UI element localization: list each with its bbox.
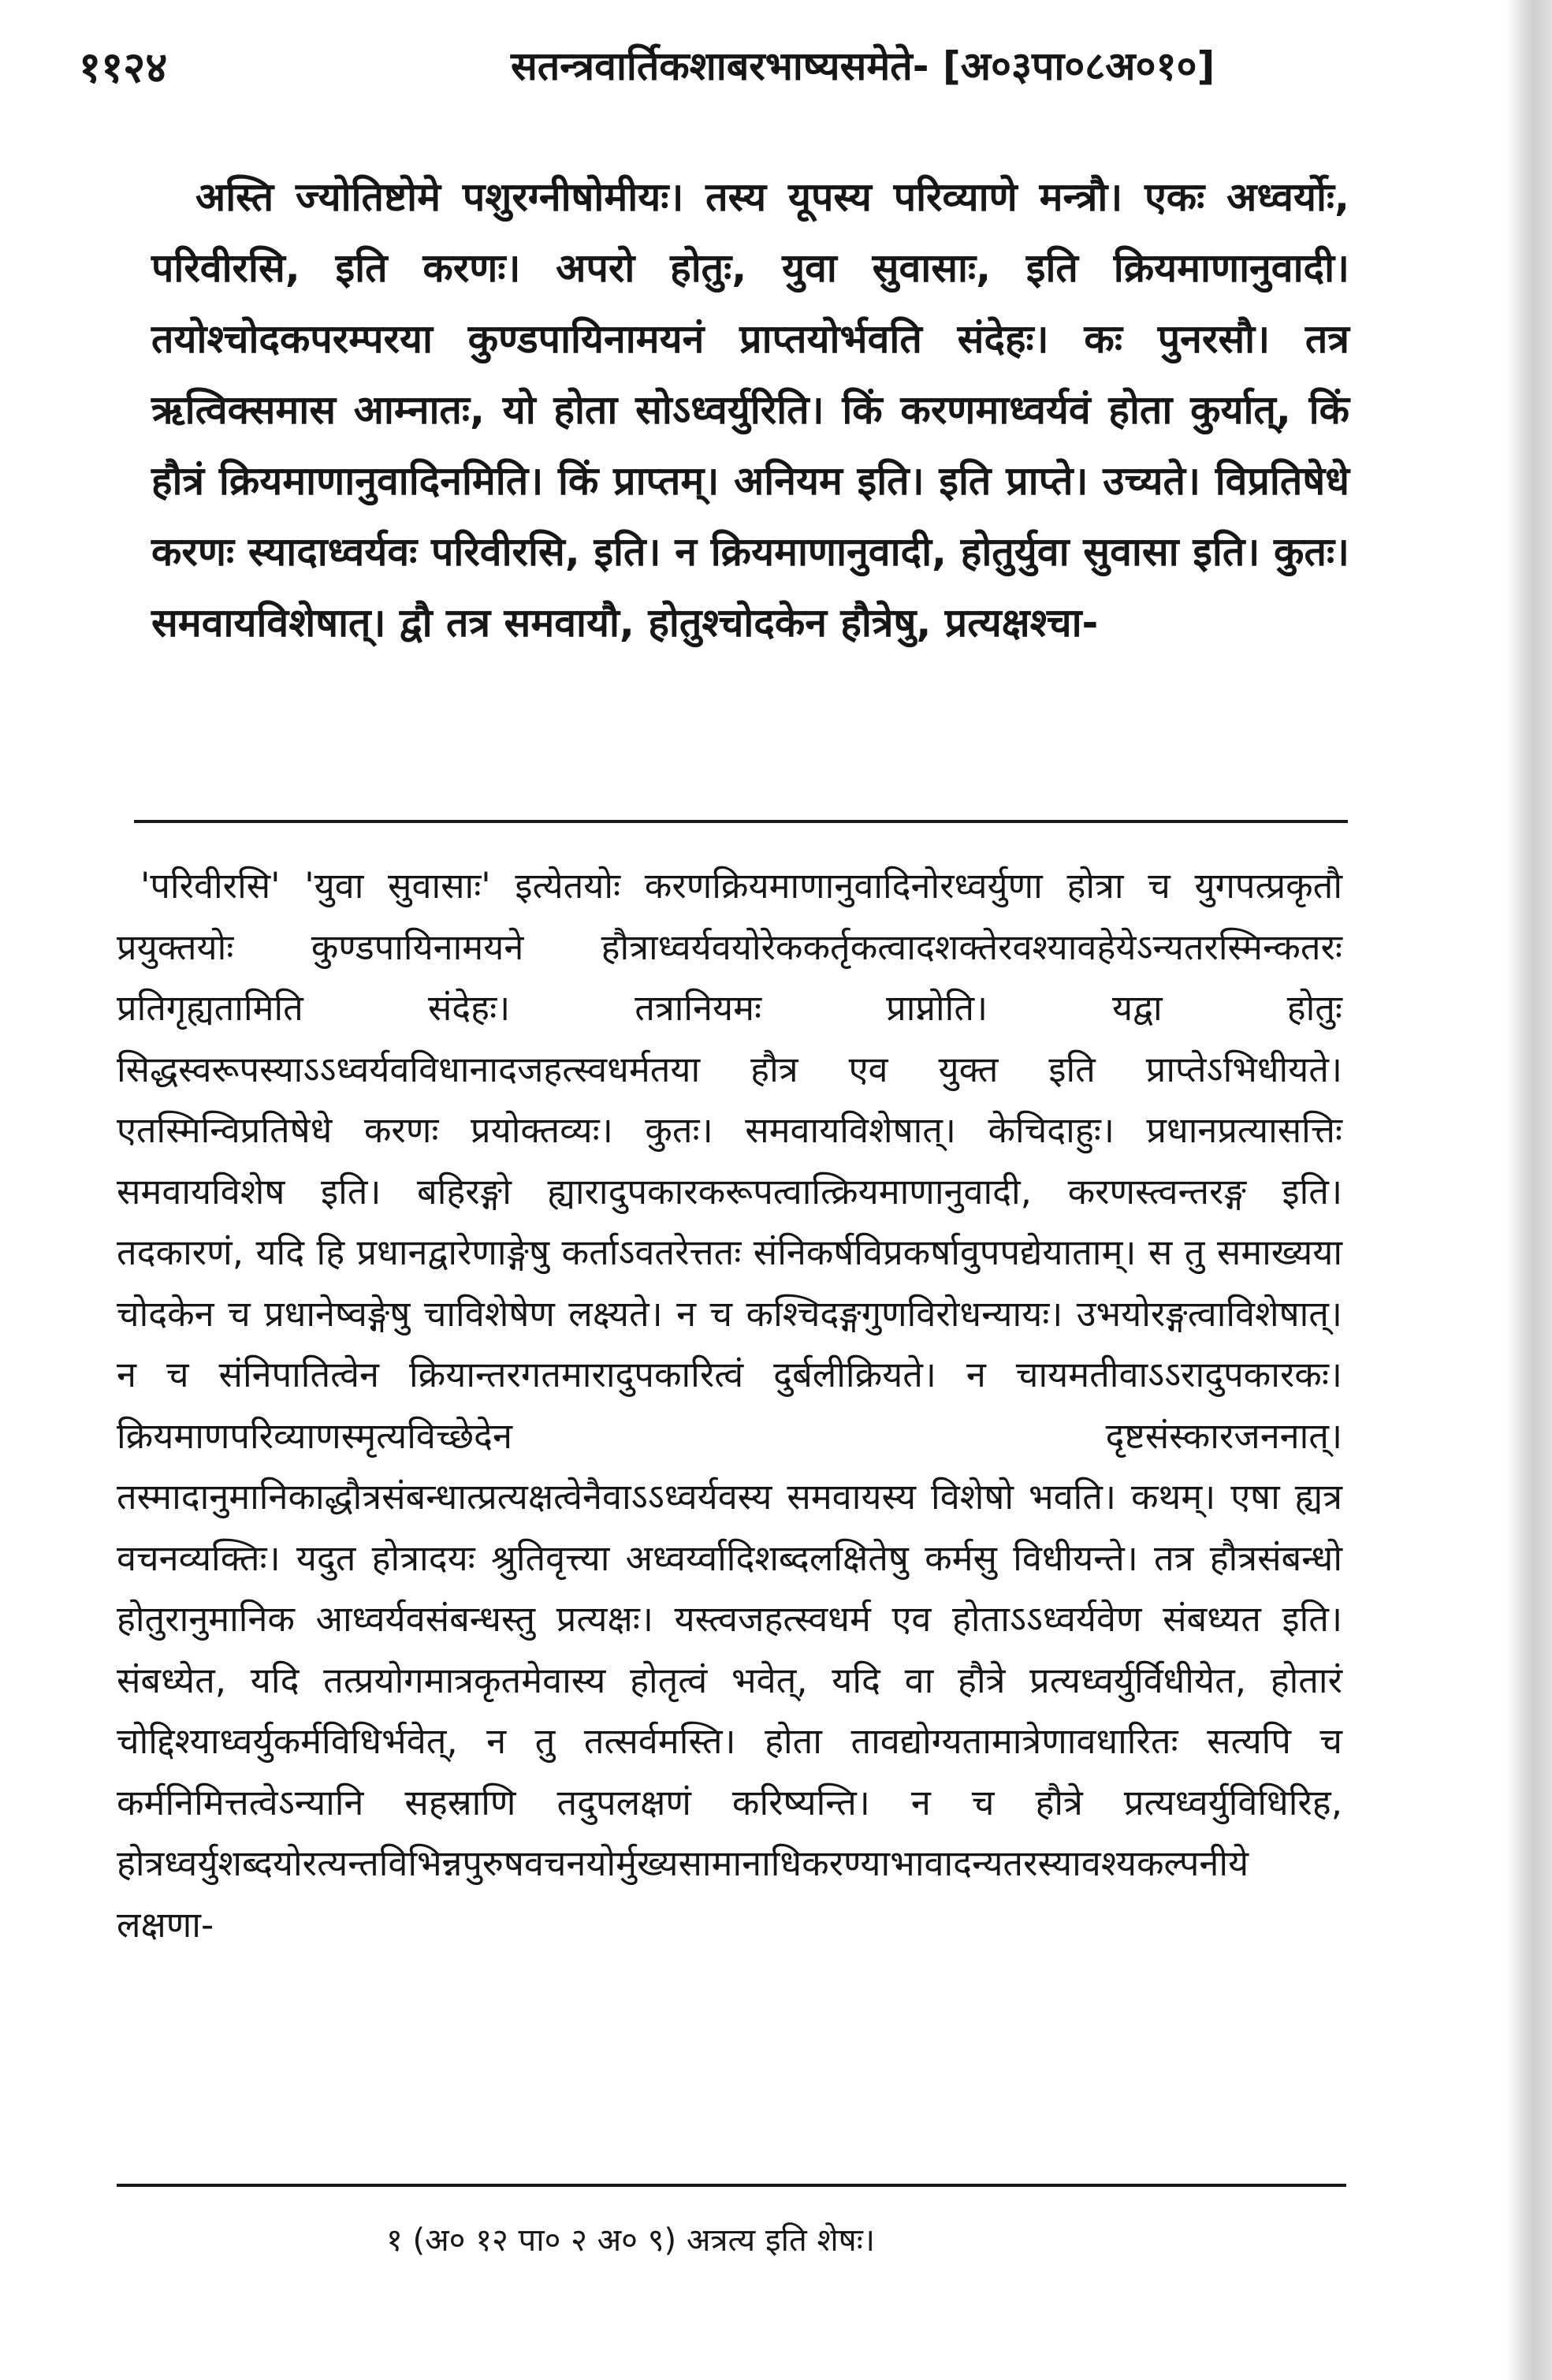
- separator-rule: [134, 820, 1348, 823]
- running-title: सतन्त्रवार्तिकशाबरभाष्यसमेते- [अ०३पा०८अ०१०]: [511, 43, 1215, 89]
- footnote: १ (अ० १२ पा० २ अ० ९) अत्रत्य इति शेषः।: [386, 2222, 876, 2259]
- commentary-paragraph: 'परिवीरसि' 'युवा सुवासाः' इत्येतयोः करणक्रियमाणानुवादिनोरध्वर्युणा होत्रा च युगपत्प्रकृतौ प्रयुक्तयोः कुण्डपायिनामयने हौत्राध्वर्यवयोरेककर्तृकत्वादशक्तेरवश्यावहेयेऽन्यतरस्मिन्कतरः प्रतिगृह्यतामिति संदेहः। तत्रानियमः प्राप्नोति। यद्वा होतुः सिद्धस्वरूपस्याऽऽध्वर्यवविधानादजहत्स्वधर्मतया हौत्र एव युक्त इति प्राप्तेऽभिधीयते। एतस्मिन्विप्रतिषेधे करणः प्रयोक्तव्यः। कुतः। समवायविशेषात्। केचिदाहुः। प्रधानप्रत्यासत्तिः समवायविशेष इति। बहिरङ्गो ह्यारादुपकारकरूपत्वात्क्रियमाणानुवादी, करणस्त्वन्तरङ्ग इति। तदकारणं, यदि हि प्रधानद्वारेणाङ्गेषु कर्ताऽवतरेत्ततः संनिकर्षविप्रकर्षावुपपद्येयाताम्। स तु समाख्यया चोदकेन च प्रधानेष्वङ्गेषु चाविशेषेण लक्ष्यते। न च कश्चिदङ्गगुणविरोधन्यायः। उभयोरङ्गत्वाविशेषात्। न च संनिपातित्वेन क्रियान्तरगतमारादुपकारित्वं दुर्बलीक्रियते। न चायमतीवाऽऽरादुपकारकः। क्रियमाणपरिव्याणस्मृत्यविच्छेदेन दृष्टसंस्कारजननात्। तस्मादानुमानिकाद्धौत्रसंबन्धात्प्रत्यक्षत्वेनैवाऽऽध्वर्यवस्य समवायस्य विशेषो भवति। कथम्। एषा ह्यत्र वचनव्यक्तिः। यदुत होत्रादयः श्रुतिवृत्त्या अध्वर्य्वादिशब्दलक्षितेषु कर्मसु विधीयन्ते। तत्र हौत्रसंबन्धो होतुरानुमानिक आध्वर्यवसंबन्धस्तु प्रत्यक्षः। यस्त्वजहत्स्वधर्म एव होताऽऽध्वर्यवेण संबध्यत इति। संबध्येत, यदि तत्प्रयोगमात्रकृतमेवास्य होतृत्वं भवेत्, यदि वा हौत्रे प्रत्यध्वर्युर्विधीयेत, होतारं चोद्दिश्याध्वर्युकर्मविधिर्भवेत्, न तु तत्सर्वमस्ति। होता तावद्योग्यतामात्रेणावधारितः सत्यपि च कर्मनिमित्तत्वेऽन्यानि सहस्राणि तदुपलक्षणं करिष्यन्ति। न च हौत्रे प्रत्यध्वर्युविधिरिह, होत्रध्वर्युशब्दयोरत्यन्तविभिन्नपुरुषवचनयोर्मुख्यसामानाधिकरण्याभावादन्यतरस्यावश्यकल्पनीये लक्षणा-: [117, 865, 1342, 1946]
- page-header: [79, 28, 1371, 99]
- page-number: ११२४: [79, 43, 168, 92]
- page-edge-shadow: [1506, 0, 1552, 2380]
- commentary-block: [117, 855, 1342, 1955]
- main-text-paragraph: अस्ति ज्योतिष्टोमे पशुरग्नीषोमीयः। तस्य यूपस्य परिव्याणे मन्त्रौ। एकः अध्वर्योः, परिवीरसि, इति करणः। अपरो होतुः, युवा सुवासाः, इति क्रियमाणानुवादी। तयोश्चोदकपरम्परया कुण्डपायिनामयनं प्राप्तयोर्भवति संदेहः। कः पुनरसौ। तत्र ऋत्विक्समास आम्नातः, यो होता सोऽध्वर्युरिति। किं करणमाध्वर्यवं होता कुर्यात्, किं हौत्रं क्रियमाणानुवादिनमिति। किं प्राप्तम्। अनियम इति। इति प्राप्ते। उच्यते। विप्रतिषेधे करणः स्यादाध्वर्यवः परिवीरसि, इति। न क्रियमाणानुवादी, होतुर्युवा सुवासा इति। कुतः। समवायविशेषात्। द्वौ तत्र समवायौ, होतुश्चोदकेन हौत्रेषु, प्रत्यक्षश्चा-: [151, 174, 1349, 646]
- main-text-block: [151, 162, 1349, 658]
- footnote-rule: [117, 2184, 1346, 2187]
